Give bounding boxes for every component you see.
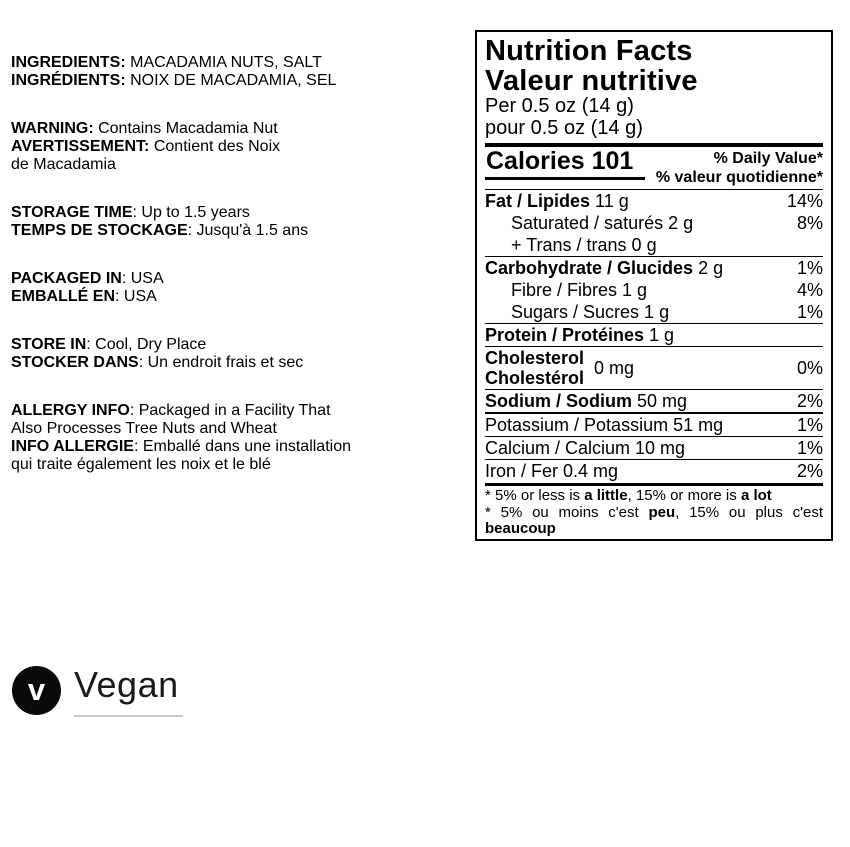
store-value-fr: : Un endroit frais et sec [138,354,304,371]
ingredients-label-en: INGREDIENTS: [11,54,126,71]
sugars-row [485,301,823,323]
vegan-v-circle-icon [12,666,61,715]
ingredients-value-en: MACADAMIA NUTS, SALT [125,54,322,71]
storage-value-en: : Up to 1.5 years [132,204,250,221]
nutrition-facts-panel [475,30,833,541]
footnote-fr: * 5% ou moins c'est peu, 15% ou plus c'est beaucoup [485,503,823,537]
warning-label-en: WARNING: [11,120,94,137]
vegan-icon-letter: v [27,671,46,707]
allergy-value-fr: : Emballé dans une installation [133,438,351,455]
protein-row [485,324,823,346]
potassium-row [485,414,823,436]
nft-serving-fr: pour 0.5 oz (14 g) [485,116,643,139]
footnote-en: * 5% or less is a little, 15% or more is a lot [485,487,772,504]
packaged-line-en [11,270,473,288]
iron-row [485,460,823,482]
calories-row [485,148,823,187]
carbohydrate-name: Carbohydrate / Glucides [485,258,694,278]
fibre-dv: 4% [796,280,823,300]
allergy-value-en: : Packaged in a Facility That [129,402,331,419]
calcium-text: Calcium / Calcium 10 mg [485,438,686,458]
store-line-en [11,336,473,354]
fibre-row [485,279,823,301]
warning-value-fr: Contient des Noix [149,138,281,155]
allergy-label-en: ALLERGY INFO [11,402,130,419]
calcium-dv: 1% [796,438,823,458]
potassium-text: Potassium / Potassium 51 mg [485,415,724,435]
daily-value-fr: % valeur quotidienne* [655,168,823,186]
carbohydrate-dv: 1% [796,258,823,278]
protein-amount: 1 g [644,325,675,345]
cholesterol-name-en: Cholesterol [485,348,585,368]
carbohydrate-amount: 2 g [693,258,724,278]
iron-text: Iron / Fer 0.4 mg [485,461,619,481]
trans-fat-row [485,234,823,256]
storage-line-fr [11,222,473,240]
vegan-badge [12,664,183,717]
fat-amount: 11 g [590,191,629,211]
store-label-fr: STOCKER DANS [11,354,139,371]
packaged-line-fr [11,288,473,306]
storage-line-en [11,204,473,222]
packaged-label-fr: EMBALLÉ EN [11,288,115,305]
fat-row [485,190,823,212]
cholesterol-dv: 0% [796,358,823,378]
carbohydrate-row [485,257,823,279]
allergy-line-fr2: qui traite également les noix et le blé [11,456,271,473]
daily-value-header [656,148,823,187]
iron-dv: 2% [796,461,823,481]
cholesterol-name-fr: Cholestérol [485,368,585,388]
nft-serving-en: Per 0.5 oz (14 g) [485,95,634,117]
nft-title-en: Nutrition Facts [485,35,693,67]
cholesterol-amount: 0 mg [594,358,635,378]
footer-thick-rule [485,483,823,486]
sodium-name: Sodium / Sodium [485,391,632,411]
allergy-line-fr [11,438,473,456]
fat-name: Fat / Lipides [485,191,591,211]
sodium-dv: 2% [796,391,823,411]
packaged-value-en: : USA [121,270,164,287]
warning-label-fr: AVERTISSEMENT: [11,138,150,155]
storage-label-en: STORAGE TIME [11,204,133,221]
trans-fat-text: + Trans / trans 0 g [511,235,657,255]
sugars-dv: 1% [796,302,823,322]
store-value-en: : Cool, Dry Place [86,336,207,353]
allergy-line-en [11,402,473,420]
allergy-line-en2: Also Processes Tree Nuts and Wheat [11,420,277,437]
sodium-amount: 50 mg [632,391,688,411]
fibre-text: Fibre / Fibres 1 g [511,280,648,300]
ingredients-value-fr: NOIX DE MACADAMIA, SEL [125,72,337,89]
fat-dv: 14% [786,191,823,211]
storage-label-fr: TEMPS DE STOCKAGE [11,222,188,239]
warning-line-fr [11,138,473,156]
calories-value: Calories 101 [485,148,645,180]
saturated-fat-text: Saturated / saturés 2 g [511,213,694,233]
protein-name: Protein / Protéines [485,325,645,345]
daily-value-footnote [485,488,823,538]
saturated-fat-dv: 8% [796,213,823,233]
daily-value-en: % Daily Value* [713,150,823,167]
warning-line-en [11,120,473,138]
sugars-text: Sugars / Sucres 1 g [511,302,670,322]
warning-line-fr2: de Macadamia [11,156,116,173]
store-label-en: STORE IN [11,336,87,353]
ingredients-line-fr [11,72,473,90]
ingredients-label-fr: INGRÉDIENTS: [11,72,126,89]
product-info-column [11,24,473,490]
packaged-label-en: PACKAGED IN [11,270,122,287]
warning-value-en: Contains Macadamia Nut [93,120,278,137]
nft-title-fr: Valeur nutritive [485,65,698,97]
allergy-label-fr: INFO ALLERGIE [11,438,134,455]
cholesterol-row [485,347,823,389]
calcium-row [485,437,823,459]
ingredients-line-en [11,54,473,72]
vegan-label: Vegan [74,664,183,717]
saturated-fat-row [485,212,823,234]
packaged-value-fr: : USA [115,288,157,305]
potassium-dv: 1% [796,415,823,435]
storage-value-fr: : Jusqu'à 1.5 ans [187,222,309,239]
sodium-row [485,390,823,412]
store-line-fr [11,354,473,372]
